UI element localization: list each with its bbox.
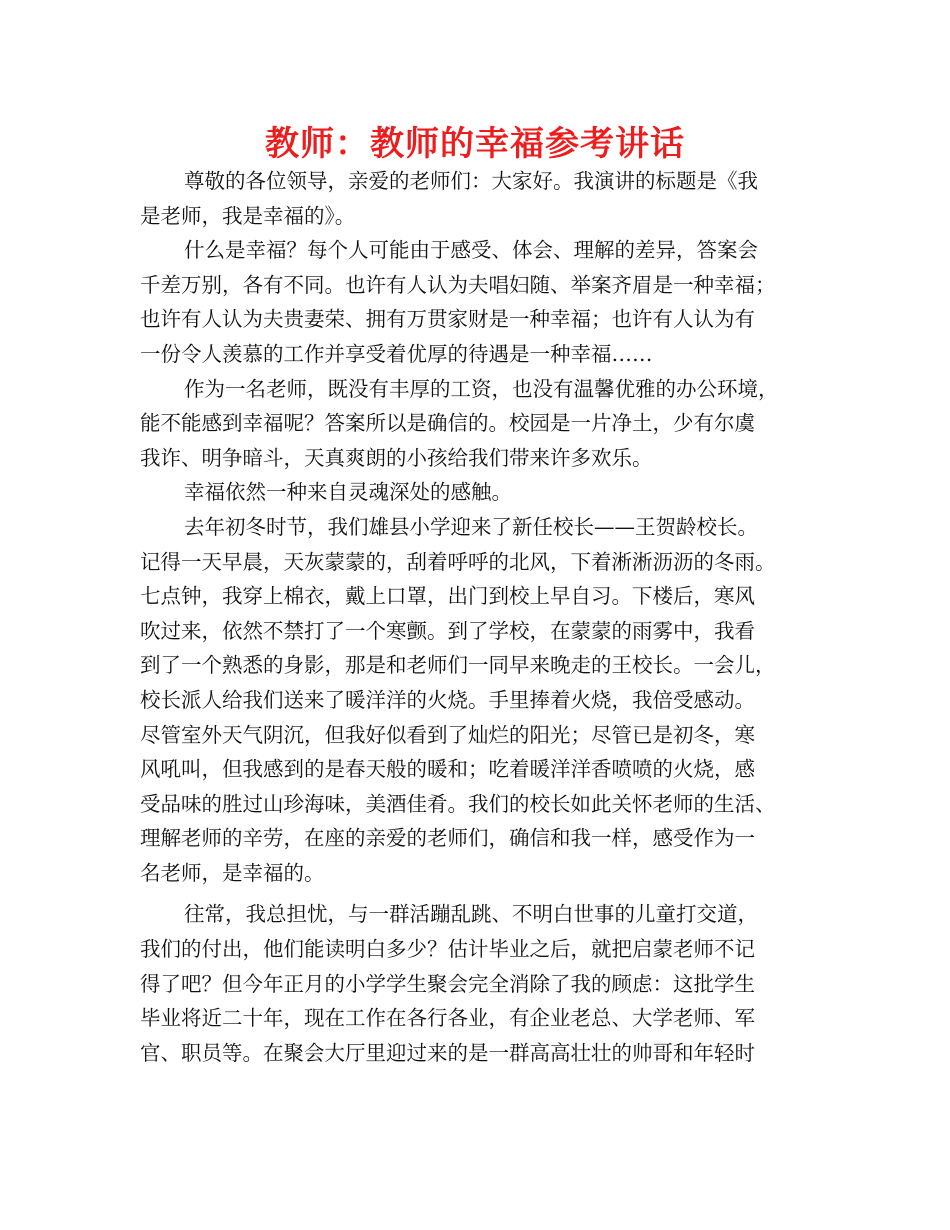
text-line: 幸福依然一种来自灵魂深处的感触。 [184,480,512,505]
text-line: 一份令人羡慕的工作并享受着优厚的待遇是一种幸福…… [140,341,653,366]
paragraph [140,372,820,476]
text-line: 是老师，我是幸福的》。 [140,203,356,228]
paragraph [140,233,820,371]
text-line: 七点钟，我穿上棉衣，戴上口罩，出门到校上早自习。下楼后，寒风 [140,584,755,609]
text-line: 理解老师的辛劳，在座的亲爱的老师们，确信和我一样，感受作为一 [140,826,755,851]
text-line: 什么是幸福？每个人可能由于感受、体会、理解的差异，答案会 [184,238,758,263]
text-line: 得了吧？但今年正月的小学学生聚会完全消除了我的顾虑：这批学生 [140,971,755,996]
text-line: 尽管室外天气阴沉，但我好似看到了灿烂的阳光；尽管已是初冬，寒 [140,722,755,747]
text-line: 风吼叫，但我感到的是春天般的暖和；吃着暖洋洋香喷喷的火烧，感 [140,757,755,782]
text-line: 能不能感到幸福呢？答案所以是确信的。校园是一片净土，少有尔虞 [140,411,755,436]
text-line: 官、职员等。在聚会大厅里迎过来的是一群高高壮壮的帅哥和年轻时 [140,1040,755,1065]
text-line: 吹过来，依然不禁打了一个寒颤。到了学校，在蒙蒙的雨雾中，我看 [140,618,755,643]
text-line: 我们的付出，他们能读明白多少？估计毕业之后，就把启蒙老师不记 [140,937,755,962]
text-line: 尊敬的各位领导，亲爱的老师们：大家好。我演讲的标题是《我 [184,169,758,193]
text-line: 我诈、明争暗斗，天真爽朗的小孩给我们带来许多欢乐。 [140,445,653,470]
paragraph [140,897,820,1070]
text-line: 到了一个熟悉的身影，那是和老师们一同早来晚走的王校长。一会儿， [140,653,776,678]
paragraph [140,475,820,510]
document-title: 教师：教师的幸福参考讲话 [265,124,685,164]
paragraph [140,164,820,233]
text-line: 校长派人给我们送来了暖洋洋的火烧。手里捧着火烧，我倍受感动。 [140,687,755,712]
text-line: 受品味的胜过山珍海味，美酒佳肴。我们的校长如此关怀老师的生活、 [140,791,776,816]
text-line: 记得一天早晨，天灰蒙蒙的，刮着呼呼的北风，下着淅淅沥沥的冬雨。 [140,549,776,574]
text-line: 去年初冬时节，我们雄县小学迎来了新任校长——王贺龄校长。 [184,514,758,539]
text-line: 名老师，是幸福的。 [140,860,325,885]
document-body [140,164,820,1070]
text-line: 作为一名老师，既没有丰厚的工资，也没有温馨优雅的办公环境， [184,376,779,401]
paragraph-gap [140,890,820,897]
paragraph [140,510,820,891]
text-line: 往常，我总担忧，与一群活蹦乱跳、不明白世事的儿童打交道， [184,902,758,927]
text-line: 千差万别，各有不同。也许有人认为夫唱妇随、举案齐眉是一种幸福； [140,272,776,297]
text-line: 也许有人认为夫贵妻荣、拥有万贯家财是一种幸福；也许有人认为有 [140,307,755,332]
text-line: 毕业将近二十年，现在工作在各行各业，有企业老总、大学老师、军 [140,1006,755,1031]
